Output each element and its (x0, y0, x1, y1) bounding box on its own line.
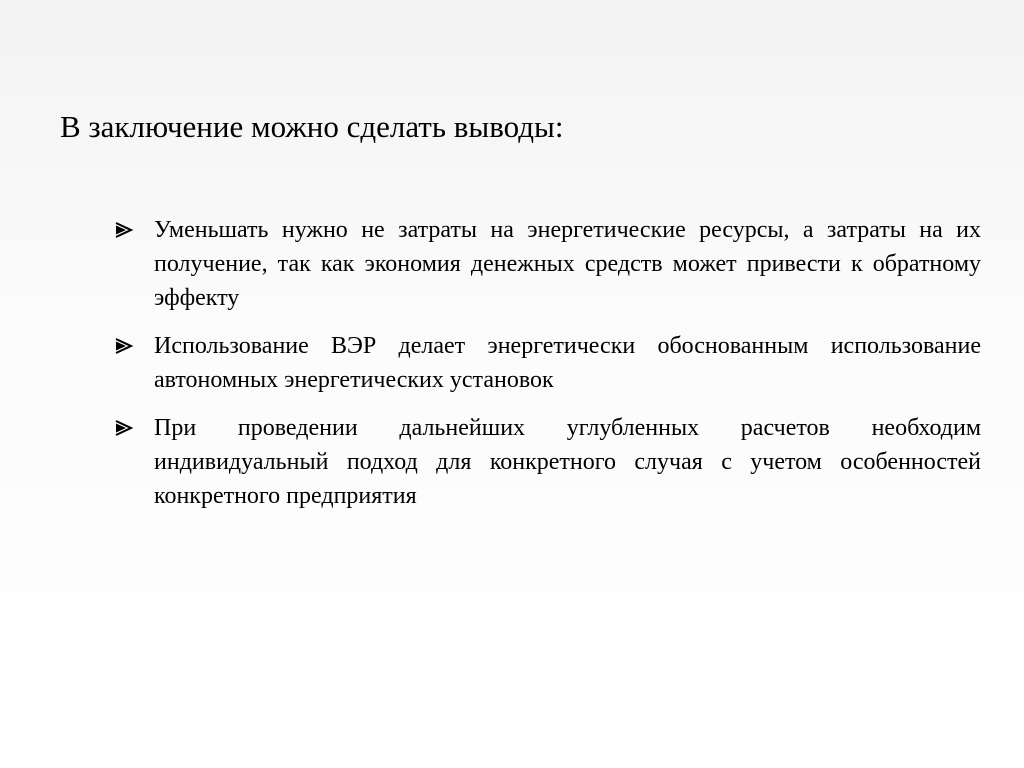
bullet-list (113, 213, 981, 527)
arrow-bullet-icon (113, 222, 135, 238)
bullet-text: Использование ВЭР делает энергетически обоснованным использование автономных энергетических установок (154, 333, 981, 393)
bullet-text: Уменьшать нужно не затраты на энергетические ресурсы, а затраты на их получение, так как экономия денежных средств может привести к обратному эффекту (154, 217, 981, 311)
bullet-item (113, 411, 981, 513)
slide-title: В заключение можно сделать выводы: (60, 109, 564, 144)
arrow-bullet-icon (113, 338, 135, 354)
bullet-text: При проведении дальнейших углубленных расчетов необходим индивидуальный подход для конкретного случая с учетом особенностей конкретного предприятия (154, 415, 981, 509)
bullet-item (113, 329, 981, 397)
bullet-item (113, 213, 981, 315)
arrow-bullet-icon (113, 420, 135, 436)
